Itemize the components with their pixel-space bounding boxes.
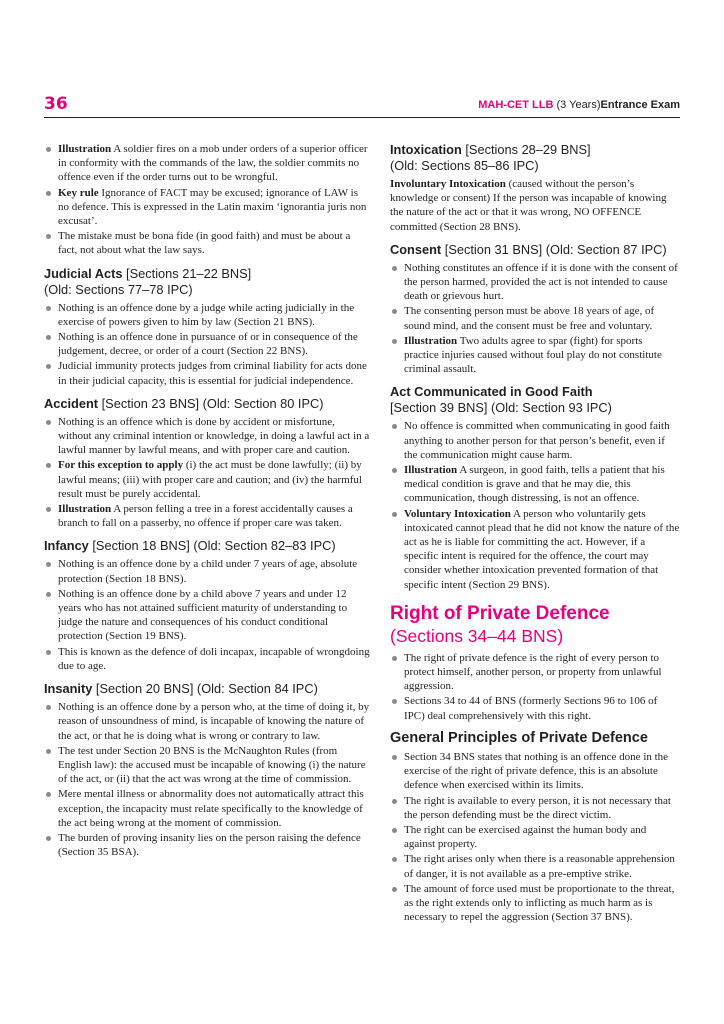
list-item: For this exception to apply (i) the act must be done lawfully; (ii) by lawful means; (iii) with proper care and caution; and (iv) the harmful result must be purely accidental.	[44, 458, 371, 501]
running-head-years: (3 Years)	[556, 99, 601, 111]
running-head-suffix: Entrance Exam	[600, 99, 680, 111]
list-item: Nothing constitutes an offence if it is done with the consent of the person harmed, provided the act is not intended to cause death or grievous hurt.	[390, 261, 680, 304]
list-item: Nothing is an offence done by a person who, at the time of doing it, by reason of unsoundness of mind, is incapable of knowing the nature of the act, or that he is doing what is wrong or contrary to law.	[44, 700, 371, 743]
judicial-acts-list	[44, 301, 371, 388]
list-item: The test under Section 20 BNS is the McNaughton Rules (from English law): the accused must be incapable of knowing (i) the nature of the act, or (ii) that the act was wrong at the time of commission.	[44, 744, 371, 787]
involuntary-intoxication-paragraph: Involuntary Intoxication (caused without the person’s knowledge or consent) If the person was incapable of knowing the nature of the act or that it was wrong, NO OFFENCE committed (Section 28 BNS).	[390, 178, 667, 233]
list-item: Section 34 BNS states that nothing is an offence done in the exercise of the right of private defence, this is an absolute defence when exercised within its limits.	[390, 750, 680, 793]
list-item: Nothing is an offence which is done by accident or misfortune, without any criminal intention or knowledge, in doing a lawful act in a lawful manner by lawful means, and with proper care and caution.	[44, 415, 371, 458]
running-head-exam: MAH-CET LLB	[478, 99, 554, 111]
list-item: The right of private defence is the right of every person to protect himself, another person, or property from unlawful aggression.	[390, 651, 680, 694]
accident-list	[44, 415, 371, 531]
general-principles-list	[390, 750, 680, 924]
running-head	[478, 99, 680, 111]
list-item: Nothing is an offence done by a judge while acting judicially in the exercise of powers given to him by law (Section 21 BNS).	[44, 301, 371, 329]
list-item: Nothing is an offence done by a child under 7 years of age, absolute protection (Section 18 BNS).	[44, 557, 371, 585]
intro-list	[44, 142, 371, 258]
right-column	[390, 142, 680, 925]
list-item: Sections 34 to 44 of BNS (formerly Sections 96 to 106 of IPC) deal comprehensively with this right.	[390, 694, 680, 722]
list-item: The consenting person must be above 18 years of age, of sound mind, and the consent must be free and voluntary.	[390, 304, 680, 332]
good-faith-heading: Act Communicated in Good Faith [Section 39 BNS] (Old: Section 93 IPC)	[390, 384, 612, 416]
list-item: No offence is committed when communicating in good faith anything to another person for that person’s benefit, even if the communication might cause harm.	[390, 419, 680, 462]
list-item: The mistake must be bona fide (in good faith) and must be about a fact, not about what the law says.	[44, 229, 371, 257]
good-faith-list	[390, 419, 680, 591]
insanity-list	[44, 700, 371, 859]
list-item: Illustration A surgeon, in good faith, tells a patient that his medical condition is grave and that he may die, this communication, though distressing, is not an offence.	[390, 463, 680, 506]
private-defence-title: Right of Private Defence (Sections 34–44 BNS)	[390, 602, 610, 646]
list-item: The right can be exercised against the human body and against property.	[390, 823, 680, 851]
accident-heading: Accident [Section 23 BNS] (Old: Section 80 IPC)	[44, 395, 324, 411]
list-item: Key rule Ignorance of FACT may be excused; ignorance of LAW is no defence. This is expressed in the Latin maxim ‘ignorantia juris non excusat’.	[44, 186, 371, 229]
list-item: The right arises only when there is a reasonable apprehension of danger, it is not available as a pre-emptive strike.	[390, 852, 680, 880]
list-item: The burden of proving insanity lies on the person raising the defence (Section 35 BSA).	[44, 831, 371, 859]
list-item: Mere mental illness or abnormality does not automatically attract this exception, the incapacity must relate specifically to the knowledge of the act being wrong at the moment of commission.	[44, 787, 371, 830]
list-item: The amount of force used must be proportionate to the threat, as the right extends only to inflicting as much harm as is necessary to repel the aggression (Section 37 BNS).	[390, 882, 680, 925]
list-item: Nothing is an offence done by a child above 7 years and under 12 years who has not attained sufficient maturity of understanding to judge the nature and consequences of his conduct conditional protection (Section 19 BNS).	[44, 587, 371, 644]
left-column	[44, 142, 371, 860]
general-principles-heading: General Principles of Private Defence	[390, 729, 648, 746]
header-rule	[44, 117, 680, 118]
insanity-heading: Insanity [Section 20 BNS] (Old: Section 84 IPC)	[44, 681, 318, 697]
infancy-heading: Infancy [Section 18 BNS] (Old: Section 82–83 IPC)	[44, 538, 336, 554]
consent-list	[390, 261, 680, 377]
list-item: Illustration A person felling a tree in a forest accidentally causes a branch to fall on a passerby, no offence if proper care was taken.	[44, 502, 371, 530]
list-item: Judicial immunity protects judges from criminal liability for acts done in their judicial capacity, this is essential for judicial independence.	[44, 359, 371, 387]
list-item: This is known as the defence of doli incapax, incapable of wrongdoing due to age.	[44, 645, 371, 673]
page-number: 36	[44, 94, 68, 114]
consent-heading: Consent [Section 31 BNS] (Old: Section 87 IPC)	[390, 241, 667, 257]
list-item: The right is available to every person, it is not necessary that the person defending must be the direct victim.	[390, 794, 680, 822]
list-item: Nothing is an offence done in pursuance of or in consequence of the judgement, decree, or order of a court (Section 22 BNS).	[44, 330, 371, 358]
list-item: Illustration Two adults agree to spar (fight) for sports practice injuries caused without foul play do not constitute criminal assault.	[390, 334, 680, 377]
intoxication-heading: Intoxication [Sections 28–29 BNS] (Old: Sections 85–86 IPC)	[390, 142, 591, 173]
list-item: Voluntary Intoxication A person who voluntarily gets intoxicated cannot plead that he did not know the nature of the act as he is liable for committing the act. However, if a specific intent is required for the offence, the court may consider whether intoxication prevented formation of that specific intent (Section 29 BNS).	[390, 507, 680, 592]
list-item: Illustration A soldier fires on a mob under orders of a superior officer in conformity with the commands of the law, the soldier commits no offence even if the order turns out to be wrongful.	[44, 142, 371, 185]
private-defence-list	[390, 651, 680, 723]
infancy-list	[44, 557, 371, 673]
judicial-acts-heading: Judicial Acts [Sections 21–22 BNS] (Old: Sections 77–78 IPC)	[44, 265, 252, 297]
